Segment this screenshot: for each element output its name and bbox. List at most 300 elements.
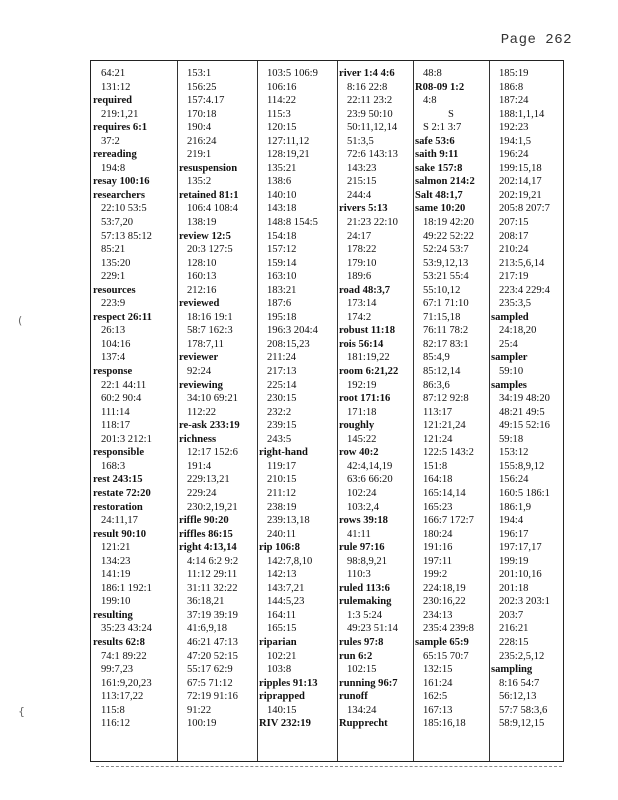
- index-entry-reference: 151:8: [423, 460, 448, 472]
- index-entry-reference: 8:16 54:7: [499, 677, 540, 689]
- index-entry-reference: 156:24: [499, 474, 529, 486]
- index-column-1: [91, 61, 177, 761]
- index-entry-reference: 229:1: [101, 271, 126, 283]
- index-entry-reference: 230:2,19,21: [187, 501, 238, 513]
- index-entry-reference: 24:18,20: [499, 325, 537, 337]
- index-entry-reference: 51:3,5: [347, 135, 374, 147]
- index-entry-reference: 85:21: [101, 244, 126, 256]
- index-entry-reference: 164:18: [423, 474, 453, 486]
- index-entry-reference: 22:10 53:5: [101, 203, 147, 215]
- index-entry-reference: 91:22: [187, 704, 212, 716]
- index-entry-reference: 153:12: [499, 447, 529, 459]
- index-entry-reference: 166:7 172:7: [423, 515, 474, 527]
- index-entry-reference: 197:17,17: [499, 542, 542, 554]
- index-entry-term: riprapped: [259, 691, 305, 703]
- index-entry-reference: 76:11 78:2: [423, 325, 469, 337]
- index-entry-reference: 22:11 23:2: [347, 95, 393, 107]
- index-entry-reference: 211:24: [267, 352, 297, 364]
- index-entry-reference: 210:24: [499, 244, 529, 256]
- index-entry-term: retained 81:1: [179, 189, 239, 201]
- index-entry-reference: 102:24: [347, 487, 377, 499]
- index-entry-reference: 113:17,22: [101, 691, 144, 703]
- index-entry-reference: 57:13 85:12: [101, 230, 152, 242]
- index-entry-reference: 24:11,17: [101, 515, 138, 527]
- index-entry-reference: 49:22 52:22: [423, 230, 474, 242]
- index-entry-reference: 160:5 186:1: [499, 487, 550, 499]
- index-entry-reference: 142:7,8,10: [267, 555, 313, 567]
- index-entry-reference: 138:6: [267, 176, 292, 188]
- index-entry-reference: 58:7 162:3: [187, 325, 233, 337]
- index-entry-term: resay 100:16: [93, 176, 150, 188]
- index-entry-term: root 171:16: [339, 393, 391, 405]
- index-entry-term: review 12:5: [179, 230, 231, 242]
- index-entry-reference: 138:19: [187, 217, 217, 229]
- index-entry-reference: 234:13: [423, 609, 453, 621]
- index-entry-reference: 223:4 229:4: [499, 284, 550, 296]
- index-entry-reference: 100:19: [187, 718, 217, 730]
- index-entry-reference: 36:18,21: [187, 596, 225, 608]
- index-entry-reference: 144:5,23: [267, 596, 305, 608]
- index-entry-reference: 164:11: [267, 609, 297, 621]
- index-entry-reference: 230:16,22: [423, 596, 466, 608]
- index-entry-reference: 63:6 66:20: [347, 474, 393, 486]
- index-entry-reference: 154:18: [267, 230, 297, 242]
- index-entry-reference: 202:14,17: [499, 176, 542, 188]
- index-entry-reference: 4:8: [423, 95, 437, 107]
- index-entry-reference: 1:3 5:24: [347, 609, 383, 621]
- index-entry-term: Rupprecht: [339, 718, 388, 730]
- index-entry-reference: 148:8 154:5: [267, 217, 318, 229]
- index-entry-reference: 115:3: [267, 108, 291, 120]
- index-entry-term: salmon 214:2: [415, 176, 475, 188]
- index-entry-reference: 140:15: [267, 704, 297, 716]
- index-entry-reference: 185:16,18: [423, 718, 466, 730]
- index-entry-reference: 191:4: [187, 460, 212, 472]
- index-entry-reference: 163:10: [267, 271, 297, 283]
- index-entry-term: river 1:4 4:6: [339, 68, 395, 79]
- index-entry-reference: 55:10,12: [423, 284, 461, 296]
- index-entry-reference: 87:12 92:8: [423, 393, 469, 405]
- index-entry-reference: 50:11,12,14: [347, 122, 398, 134]
- index-entry-term: result 90:10: [93, 528, 147, 540]
- index-column-5: [413, 61, 489, 761]
- index-entry-reference: 67:5 71:12: [187, 677, 233, 689]
- index-entry-term: reviewed: [179, 298, 220, 310]
- index-entry-term: reviewing: [179, 379, 223, 391]
- index-entry-reference: 167:13: [423, 704, 453, 716]
- index-entry-term: re-ask 233:19: [179, 420, 240, 432]
- index-entry-reference: 57:7 58:3,6: [499, 704, 548, 716]
- index-entry-reference: 37:19 39:19: [187, 609, 238, 621]
- index-entry-reference: 135:20: [101, 257, 131, 269]
- index-entry-reference: 72:19 91:16: [187, 691, 238, 703]
- index-entry-term: restoration: [93, 501, 143, 513]
- index-column-3: [257, 61, 337, 761]
- index-entry-term: right 4:13,14: [179, 542, 237, 554]
- index-entry-reference: 191:16: [423, 542, 453, 554]
- index-entry-reference: 217:19: [499, 271, 529, 283]
- index-entry-reference: 60:2 90:4: [101, 393, 142, 405]
- index-entry-reference: 120:15: [267, 122, 297, 134]
- index-entry-reference: 199:15,18: [499, 162, 542, 174]
- index-column-4: [337, 61, 413, 761]
- index-entry-reference: 46:21 47:13: [187, 636, 238, 648]
- index-entry-reference: 203:7: [499, 609, 524, 621]
- index-entry-reference: 121:24: [423, 433, 453, 445]
- index-entry-reference: 160:13: [187, 271, 217, 283]
- index-entry-term: saith 9:11: [415, 149, 459, 161]
- index-entry-term: rulemaking: [339, 596, 392, 608]
- index-entry-reference: 219:1: [187, 149, 212, 161]
- index-column-2: [177, 61, 257, 761]
- index-entry-reference: 162:5: [423, 691, 448, 703]
- index-entry-term: rivers 5:13: [339, 203, 388, 215]
- index-entry-reference: 142:13: [267, 569, 297, 581]
- index-entry-reference: 20:3 127:5: [187, 244, 233, 256]
- index-entry-reference: 131:12: [101, 81, 131, 93]
- index-entry-reference: 26:13: [101, 325, 126, 337]
- index-entry-term: right-hand: [259, 447, 308, 459]
- index-entry-reference: 201:3 212:1: [101, 433, 152, 445]
- index-entry-reference: 235:3,5: [499, 298, 532, 310]
- index-entry-reference: 135:2: [187, 176, 212, 188]
- index-entry-reference: 243:5: [267, 433, 292, 445]
- index-entry-reference: 114:22: [267, 95, 297, 107]
- index-entry-reference: 106:16: [267, 81, 297, 93]
- index-entry-term: response: [93, 366, 133, 378]
- index-entry-term: sake 157:8: [415, 162, 463, 174]
- index-entry-reference: 229:13,21: [187, 474, 230, 486]
- index-entry-term: richness: [179, 433, 217, 445]
- index-entry-reference: 121:21,24: [423, 420, 466, 432]
- index-entry-reference: 74:1 89:22: [101, 650, 147, 662]
- index-entry-reference: 42:4,14,19: [347, 460, 393, 472]
- index-entry-reference: 92:24: [187, 366, 212, 378]
- index-entry-term: restate 72:20: [93, 487, 151, 499]
- index-entry-reference: 157:4.17: [187, 95, 225, 107]
- index-entry-reference: 189:6: [347, 271, 372, 283]
- index-entry-reference: 141:19: [101, 569, 131, 581]
- index-entry-reference: 135:21: [267, 162, 297, 174]
- index-entry-term: respect 26:11: [93, 311, 152, 323]
- index-entry-term: sampled: [491, 311, 529, 323]
- index-entry-reference: 187:24: [499, 95, 529, 107]
- index-entry-reference: 194:4: [499, 515, 524, 527]
- index-entry-reference: 196:3 204:4: [267, 325, 318, 337]
- index-entry-reference: 34:19 48:20: [499, 393, 550, 405]
- index-entry-reference: 196:24: [499, 149, 529, 161]
- index-entry-reference: 187:6: [267, 298, 292, 310]
- index-entry-term: researchers: [93, 189, 145, 201]
- index-entry-reference: 192:19: [347, 379, 377, 391]
- index-entry-term: required: [93, 95, 133, 107]
- index-entry-reference: 35:23 43:24: [101, 623, 152, 635]
- index-entry-reference: 41:6,9,18: [187, 623, 228, 635]
- index-entry-term: road 48:3,7: [339, 284, 391, 296]
- index-entry-reference: 188:1,1,14: [499, 108, 545, 120]
- index-entry-reference: 194:8: [101, 162, 126, 174]
- index-entry-reference: 55:17 62:9: [187, 664, 233, 676]
- index-entry-term: reviewer: [179, 352, 219, 364]
- index-entry-term: ripples 91:13: [259, 677, 318, 689]
- index-entry-reference: 181:19,22: [347, 352, 390, 364]
- index-entry-reference: 186:1 192:1: [101, 582, 152, 594]
- index-entry-reference: 199:10: [101, 596, 131, 608]
- index-entry-reference: 82:17 83:1: [423, 338, 469, 350]
- index-entry-term: rip 106:8: [259, 542, 300, 554]
- index-entry-term: rows 39:18: [339, 515, 388, 527]
- index-entry-reference: 186:1,9: [499, 501, 532, 513]
- index-entry-reference: 171:18: [347, 406, 377, 418]
- index-entry-term: R08-09 1:2: [415, 81, 465, 93]
- index-entry-reference: 72:6 143:13: [347, 149, 398, 161]
- index-entry-reference: 157:12: [267, 244, 297, 256]
- index-entry-reference: 205:8 207:7: [499, 203, 550, 215]
- index-entry-reference: 155:8,9,12: [499, 460, 545, 472]
- index-entry-term: resulting: [93, 609, 133, 621]
- index-entry-term: safe 53:6: [415, 135, 455, 147]
- index-entry-reference: 239:15: [267, 420, 297, 432]
- index-entry-reference: 22:1 44:11: [101, 379, 147, 391]
- index-entry-reference: 230:15: [267, 393, 297, 405]
- index-entry-reference: 103:5 106:9: [267, 68, 318, 79]
- index-entry-term: riffles 86:15: [179, 528, 233, 540]
- index-entry-reference: 37:2: [101, 135, 120, 147]
- index-entry-term: robust 11:18: [339, 325, 396, 337]
- index-entry-term: sample 65:9: [415, 636, 469, 648]
- index-entry-reference: 53:21 55:4: [423, 271, 469, 283]
- index-entry-reference: 48:8: [423, 68, 442, 79]
- index-entry-reference: 170:18: [187, 108, 217, 120]
- index-entry-reference: 103:2,4: [347, 501, 380, 513]
- index-entry-term: sampler: [491, 352, 528, 364]
- index-entry-reference: 128:10: [187, 257, 217, 269]
- index-entry-reference: 23:9 50:10: [347, 108, 393, 120]
- index-entry-reference: 52:24 53:7: [423, 244, 469, 256]
- index-entry-term: run 6:2: [339, 650, 373, 662]
- index-entry-reference: 65:15 70:7: [423, 650, 469, 662]
- index-entry-reference: 159:14: [267, 257, 297, 269]
- index-entry-reference: 210:15: [267, 474, 297, 486]
- index-entry-reference: 21:23 22:10: [347, 217, 398, 229]
- index-entry-reference: 31:11 32:22: [187, 582, 238, 594]
- index-entry-reference: 34:10 69:21: [187, 393, 238, 405]
- index-entry-reference: 208:17: [499, 230, 529, 242]
- index-entry-reference: 183:21: [267, 284, 297, 296]
- index-entry-reference: 223:9: [101, 298, 126, 310]
- index-entry-reference: 232:2: [267, 406, 292, 418]
- index-entry-reference: 119:17: [267, 460, 297, 472]
- index-entry-reference: 168:3: [101, 460, 126, 472]
- index-entry-reference: 118:17: [101, 420, 131, 432]
- index-entry-reference: 238:19: [267, 501, 297, 513]
- index-entry-reference: 216:24: [187, 135, 217, 147]
- index-entry-reference: 110:3: [347, 569, 371, 581]
- index-entry-term: rois 56:14: [339, 338, 384, 350]
- index-entry-term: rules 97:8: [339, 636, 384, 648]
- index-entry-reference: 228:15: [499, 636, 529, 648]
- index-entry-term: rereading: [93, 149, 137, 161]
- index-column-6: [489, 61, 565, 761]
- index-entry-term: requires 6:1: [93, 122, 148, 134]
- index-entry-term: same 10:20: [415, 203, 466, 215]
- index-entry-reference: 194:1,5: [499, 135, 532, 147]
- index-entry-reference: 132:15: [423, 664, 453, 676]
- index-entry-reference: 143:23: [347, 162, 377, 174]
- index-entry-term: row 40:2: [339, 447, 379, 459]
- index-entry-reference: 217:13: [267, 366, 297, 378]
- index-entry-reference: 240:11: [267, 528, 297, 540]
- index-entry-reference: 201:18: [499, 582, 529, 594]
- index-entry-reference: 25:4: [499, 338, 518, 350]
- index-entry-reference: 67:1 71:10: [423, 298, 469, 310]
- index-entry-reference: 128:19,21: [267, 149, 310, 161]
- index-entry-reference: 85:12,14: [423, 366, 461, 378]
- index-entry-reference: 122:5 143:2: [423, 447, 474, 459]
- index-entry-reference: 165:14,14: [423, 487, 466, 499]
- index-entry-reference: 12:17 152:6: [187, 447, 238, 459]
- index-entry-term: samples: [491, 379, 527, 391]
- index-entry-reference: 199:19: [499, 555, 529, 567]
- index-entry-term: riffle 90:20: [179, 515, 229, 527]
- index-entry-reference: 235:4 239:8: [423, 623, 474, 635]
- index-entry-reference: 224:18,19: [423, 582, 466, 594]
- index-entry-reference: 145:22: [347, 433, 377, 445]
- index-entry-reference: 197:11: [423, 555, 453, 567]
- index-entry-reference: 185:19: [499, 68, 529, 79]
- index-entry-reference: 178:22: [347, 244, 377, 256]
- index-entry-reference: 103:8: [267, 664, 292, 676]
- index-entry-reference: 106:4 108:4: [187, 203, 238, 215]
- footer-rule: [96, 766, 562, 767]
- index-entry-reference: 53:7,20: [101, 217, 134, 229]
- index-entry-reference: 215:15: [347, 176, 377, 188]
- index-entry-reference: 161:24: [423, 677, 453, 689]
- index-entry-reference: 173:14: [347, 298, 377, 310]
- index-entry-reference: 153:1: [187, 68, 212, 79]
- index-entry-reference: 18:16 19:1: [187, 311, 233, 323]
- margin-mark-lower: {: [18, 705, 25, 718]
- index-entry-reference: 104:16: [101, 338, 131, 350]
- index-entry-reference: 53:9,12,13: [423, 257, 469, 269]
- index-entry-reference: 86:3,6: [423, 379, 450, 391]
- index-entry-reference: 115:8: [101, 704, 125, 716]
- index-entry-reference: 102:15: [347, 664, 377, 676]
- index-entry-reference: 225:14: [267, 379, 297, 391]
- index-entry-reference: 59:10: [499, 366, 524, 378]
- index-entry-reference: 4:14 6:2 9:2: [187, 555, 239, 567]
- index-entry-reference: 18:19 42:20: [423, 217, 474, 229]
- index-entry-reference: 127:11,12: [267, 135, 310, 147]
- index-entry-reference: 178:7,11: [187, 338, 224, 350]
- index-entry-term: rule 97:16: [339, 542, 385, 554]
- index-entry-reference: 121:21: [101, 542, 131, 554]
- index-entry-term: running 96:7: [339, 677, 398, 689]
- index-entry-reference: 196:17: [499, 528, 529, 540]
- index-entry-reference: 137:4: [101, 352, 126, 364]
- index-entry-reference: 239:13,18: [267, 515, 310, 527]
- margin-mark-upper: (: [18, 314, 23, 327]
- index-entry-reference: 11:12 29:11: [187, 569, 238, 581]
- index-entry-reference: 102:21: [267, 650, 297, 662]
- index-entry-reference: 49:23 51:14: [347, 623, 398, 635]
- index-entry-reference: 47:20 52:15: [187, 650, 238, 662]
- index-entry-term: room 6:21,22: [339, 366, 399, 378]
- index-entry-reference: 201:10,16: [499, 569, 542, 581]
- index-entry-reference: 156:25: [187, 81, 217, 93]
- index-entry-reference: 199:2: [423, 569, 448, 581]
- index-entry-reference: 41:11: [347, 528, 371, 540]
- index-entry-reference: S 2:1 3:7: [423, 122, 462, 134]
- index-entry-term: ruled 113:6: [339, 582, 390, 594]
- index-entry-reference: 71:15,18: [423, 311, 461, 323]
- index-entry-reference: 140:10: [267, 189, 297, 201]
- index-entry-term: resuspension: [179, 162, 238, 174]
- index-entry-reference: 49:15 52:16: [499, 420, 550, 432]
- index-entry-reference: 244:4: [347, 189, 372, 201]
- index-entry-term: RIV 232:19: [259, 718, 311, 730]
- index-entry-reference: 56:12,13: [499, 691, 537, 703]
- index-entry-reference: 99:7,23: [101, 664, 134, 676]
- index-entry-reference: 165:23: [423, 501, 453, 513]
- index-entry-term: responsible: [93, 447, 145, 459]
- index-letter-heading: S: [448, 108, 454, 120]
- index-entry-reference: 180:24: [423, 528, 453, 540]
- index-entry-reference: 229:24: [187, 487, 217, 499]
- index-entry-reference: 59:18: [499, 433, 524, 445]
- word-index-frame: [90, 60, 564, 762]
- index-entry-reference: 235:2,5,12: [499, 650, 545, 662]
- index-entry-reference: 216:21: [499, 623, 529, 635]
- index-entry-term: resources: [93, 284, 136, 296]
- index-entry-reference: 143:18: [267, 203, 297, 215]
- index-entry-term: Salt 48:1,7: [415, 189, 463, 201]
- index-entry-reference: 113:17: [423, 406, 453, 418]
- index-entry-reference: 64:21: [101, 68, 126, 79]
- index-entry-reference: 212:16: [187, 284, 217, 296]
- index-entry-reference: 98:8,9,21: [347, 555, 388, 567]
- index-entry-reference: 211:12: [267, 487, 297, 499]
- index-entry-term: sampling: [491, 664, 533, 676]
- index-entry-term: runoff: [339, 691, 368, 703]
- index-entry-reference: 207:15: [499, 217, 529, 229]
- index-entry-reference: 8:16 22:8: [347, 81, 388, 93]
- index-entry-term: results 62:8: [93, 636, 145, 648]
- index-entry-reference: 111:14: [101, 406, 130, 418]
- index-entry-reference: 192:23: [499, 122, 529, 134]
- index-entry-reference: 213:5,6,14: [499, 257, 545, 269]
- index-entry-reference: 179:10: [347, 257, 377, 269]
- index-entry-reference: 195:18: [267, 311, 297, 323]
- index-entry-reference: 134:23: [101, 555, 131, 567]
- index-entry-reference: 219:1,21: [101, 108, 139, 120]
- index-entry-reference: 190:4: [187, 122, 212, 134]
- page-number-label: Page 262: [500, 32, 572, 48]
- index-entry-term: rest 243:15: [93, 474, 143, 486]
- index-entry-reference: 165:15: [267, 623, 297, 635]
- index-entry-reference: 58:9,12,15: [499, 718, 545, 730]
- index-entry-reference: 48:21 49:5: [499, 406, 545, 418]
- index-entry-term: roughly: [339, 420, 375, 432]
- index-entry-reference: 85:4,9: [423, 352, 450, 364]
- index-entry-reference: 202:19,21: [499, 189, 542, 201]
- index-entry-reference: 24:17: [347, 230, 372, 242]
- index-entry-reference: 112:22: [187, 406, 217, 418]
- index-entry-reference: 186:8: [499, 81, 524, 93]
- index-entry-term: riparian: [259, 636, 297, 648]
- index-entry-reference: 202:3 203:1: [499, 596, 550, 608]
- index-entry-reference: 143:7,21: [267, 582, 305, 594]
